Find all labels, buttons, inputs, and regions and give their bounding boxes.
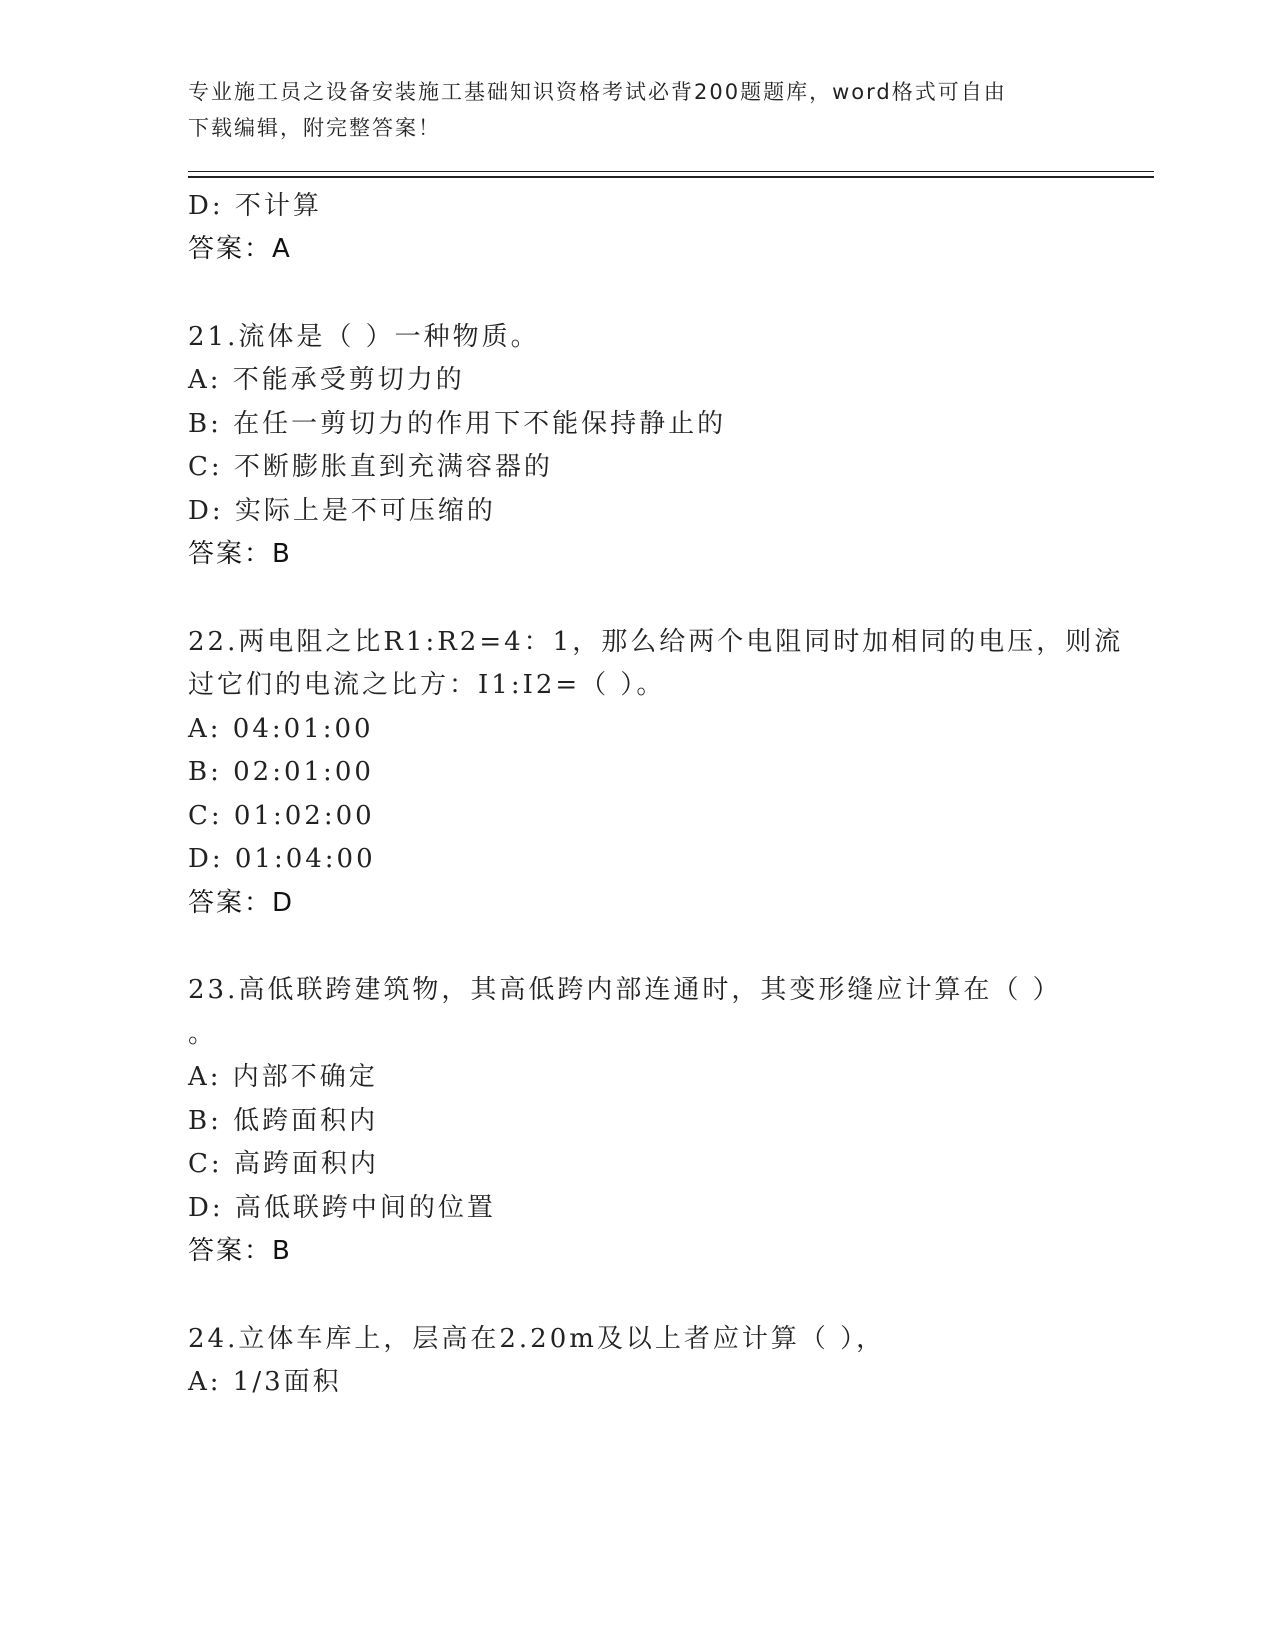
- q22-answer: 答案：D: [188, 888, 295, 918]
- q23-option-b: B: 低跨面积内: [188, 1106, 379, 1136]
- q22-option-c: C: 01:02:00: [188, 801, 375, 831]
- q22-option-b: B: 02:01:00: [188, 757, 374, 787]
- q24-question: 24.立体车库上，层高在2.20m及以上者应计算（ ），: [188, 1324, 886, 1354]
- q22-question-line1: 22.两电阻之比R1:R2=4：1，那么给两个电阻同时加相同的电压，则流: [188, 627, 1124, 657]
- q21-question: 21.流体是（ ）一种物质。: [188, 322, 540, 352]
- q23-question-line2: 。: [188, 1019, 218, 1049]
- q21-option-a: A: 不能承受剪切力的: [188, 365, 465, 395]
- q22-question-line2: 过它们的电流之比方：I1:I2=（ ）。: [188, 670, 666, 700]
- document-header-title: 专业施工员之设备安装施工基础知识资格考试必背200题题库，word格式可自由 下载编辑，附完整答案！: [188, 80, 1007, 140]
- q22-option-d: D: 01:04:00: [188, 844, 376, 874]
- q23-answer: 答案：B: [188, 1236, 292, 1266]
- q22-option-a: A: 04:01:00: [188, 714, 374, 744]
- q23-option-a: A: 内部不确定: [188, 1062, 378, 1092]
- header-divider-thin: [188, 171, 1154, 172]
- q20-answer: 答案：A: [188, 234, 292, 264]
- q23-option-c: C: 高跨面积内: [188, 1149, 379, 1179]
- q24-option-a: A: 1/3面积: [188, 1367, 342, 1397]
- q20-option-d: D: 不计算: [188, 191, 322, 221]
- q21-option-c: C: 不断膨胀直到充满容器的: [188, 452, 553, 482]
- q23-question-line1: 23.高低联跨建筑物，其高低跨内部连通时，其变形缝应计算在（ ）: [188, 975, 1062, 1005]
- q21-answer: 答案：B: [188, 539, 292, 569]
- q21-option-d: D: 实际上是不可压缩的: [188, 496, 496, 526]
- header-divider-thick: [188, 176, 1154, 178]
- q21-option-b: B: 在任一剪切力的作用下不能保持静止的: [188, 409, 727, 439]
- q23-option-d: D: 高低联跨中间的位置: [188, 1193, 496, 1223]
